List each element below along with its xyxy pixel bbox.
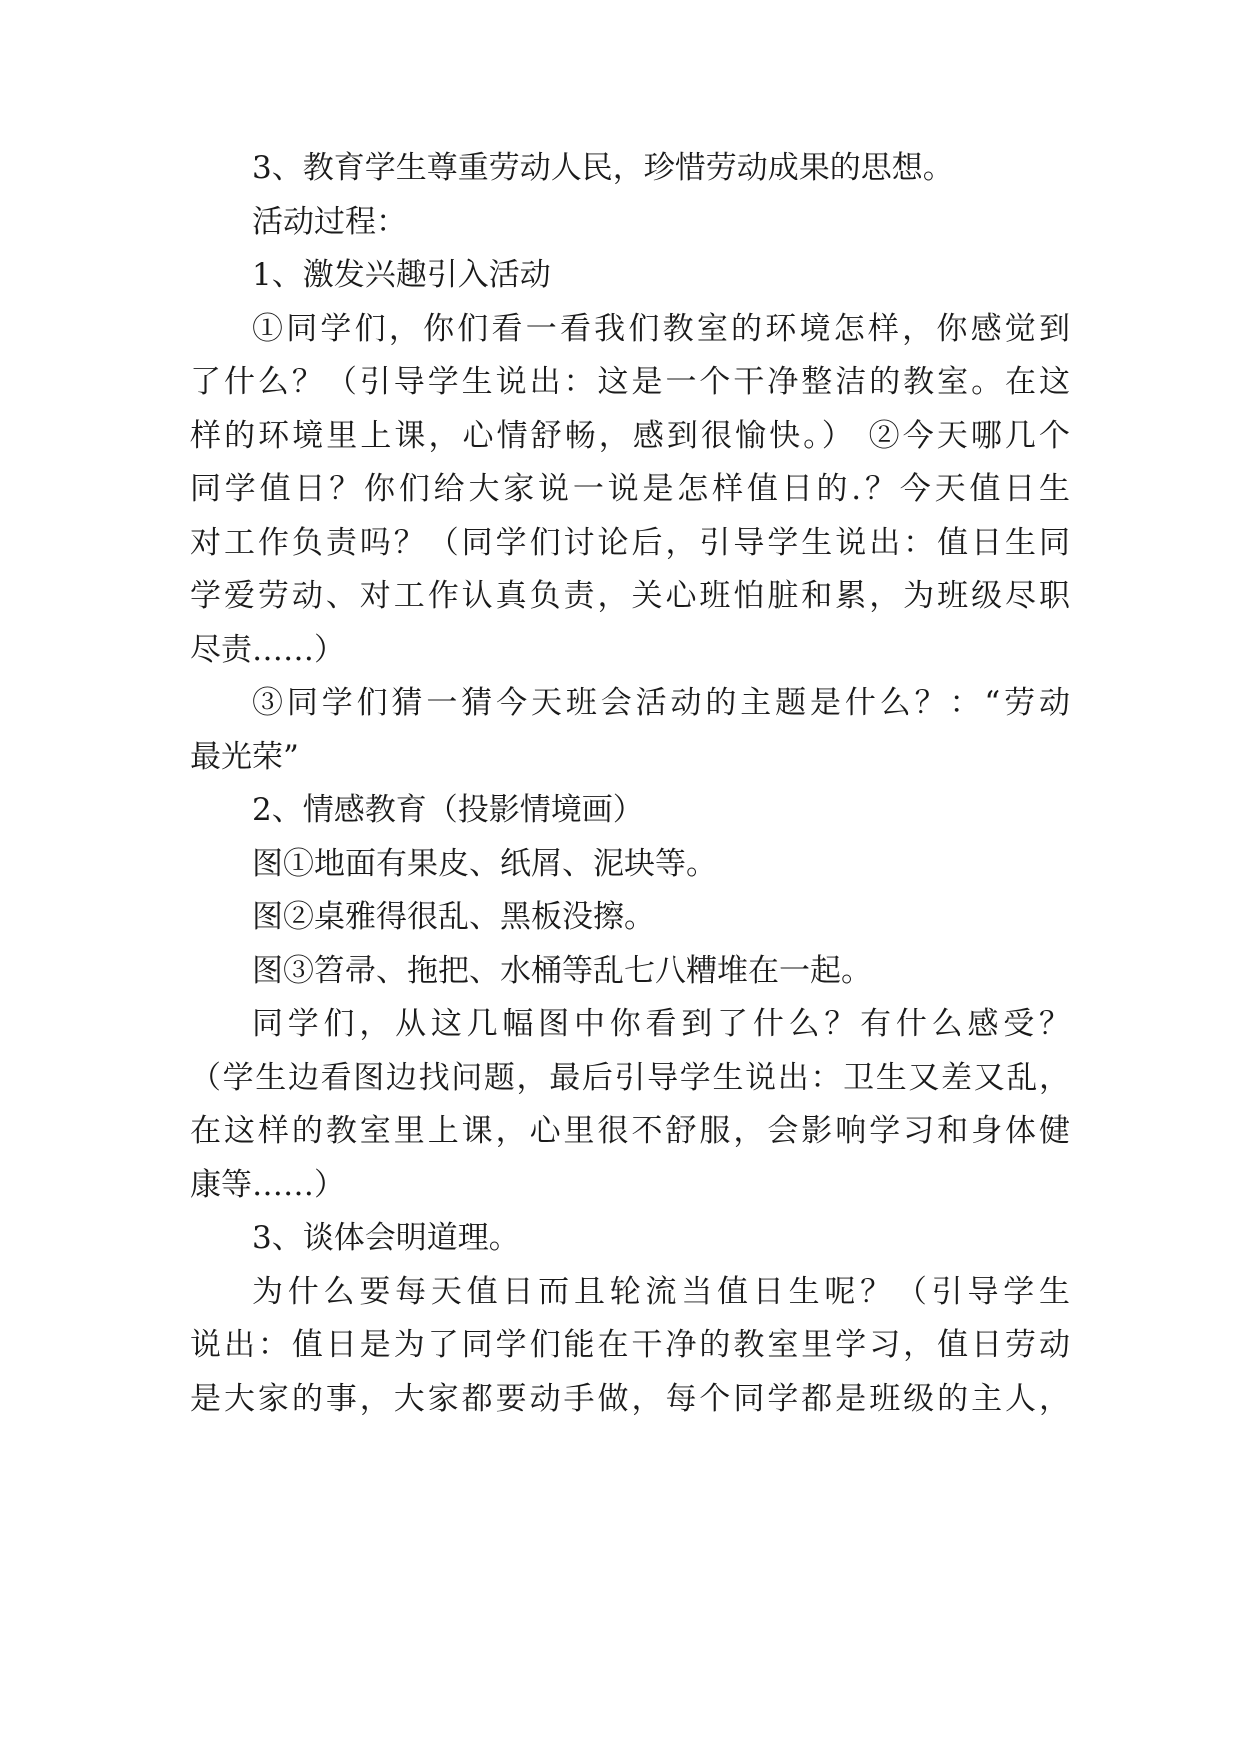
- text-line: 图③笤帚、拖把、水桶等乱七八糟堆在一起。: [252, 952, 872, 989]
- text-line: （学生边看图边找问题，最后引导学生说出：卫生又差又乱，: [190, 1059, 1070, 1096]
- text-line: 是大家的事，大家都要动手做，每个同学都是班级的主人，: [190, 1380, 1070, 1417]
- text-line: 为什么要每天值日而且轮流当值日生呢？（引导学生: [252, 1273, 1070, 1310]
- text-line: 同学值日？你们给大家说一说是怎样值日的.？今天值日生: [190, 471, 1070, 507]
- text-line: 尽责……）: [190, 631, 345, 668]
- text-line: 康等……）: [190, 1166, 345, 1203]
- text-line: 样的环境里上课，心情舒畅，感到很愉快。） ②今天哪几个: [190, 417, 1070, 454]
- text-line: 同学们，从这几幅图中你看到了什么？有什么感受？: [252, 1006, 1070, 1042]
- text-line: 1、激发兴趣引入活动: [252, 257, 551, 293]
- text-line: 3、教育学生尊重劳动人民，珍惜劳动成果的思想。: [252, 150, 954, 186]
- text-line: 了什么？（引导学生说出：这是一个干净整洁的教室。在这: [190, 364, 1070, 400]
- text-line: 在这样的教室里上课，心里很不舒服，会影响学习和身体健: [190, 1113, 1070, 1149]
- text-line: 活动过程：: [252, 203, 407, 240]
- text-line: ①同学们，你们看一看我们教室的环境怎样，你感觉到: [252, 310, 1070, 347]
- text-line: 学爱劳动、对工作认真负责，关心班怕脏和累，为班级尽职: [190, 578, 1070, 614]
- text-line: 3、谈体会明道理。: [252, 1220, 520, 1256]
- text-line: 2、情感教育（投影情境画）: [252, 792, 644, 828]
- text-line: 对工作负责吗？（同学们讨论后，引导学生说出：值日生同: [190, 524, 1070, 561]
- text-line: 图②桌雅得很乱、黑板没擦。: [252, 899, 655, 935]
- text-line: 说出：值日是为了同学们能在干净的教室里学习，值日劳动: [190, 1327, 1070, 1363]
- text-line: ③同学们猜一猜今天班会活动的主题是什么？：“劳动: [252, 685, 1070, 721]
- text-line: 图①地面有果皮、纸屑、泥块等。: [252, 845, 717, 882]
- text-line: 最光荣”: [190, 738, 299, 775]
